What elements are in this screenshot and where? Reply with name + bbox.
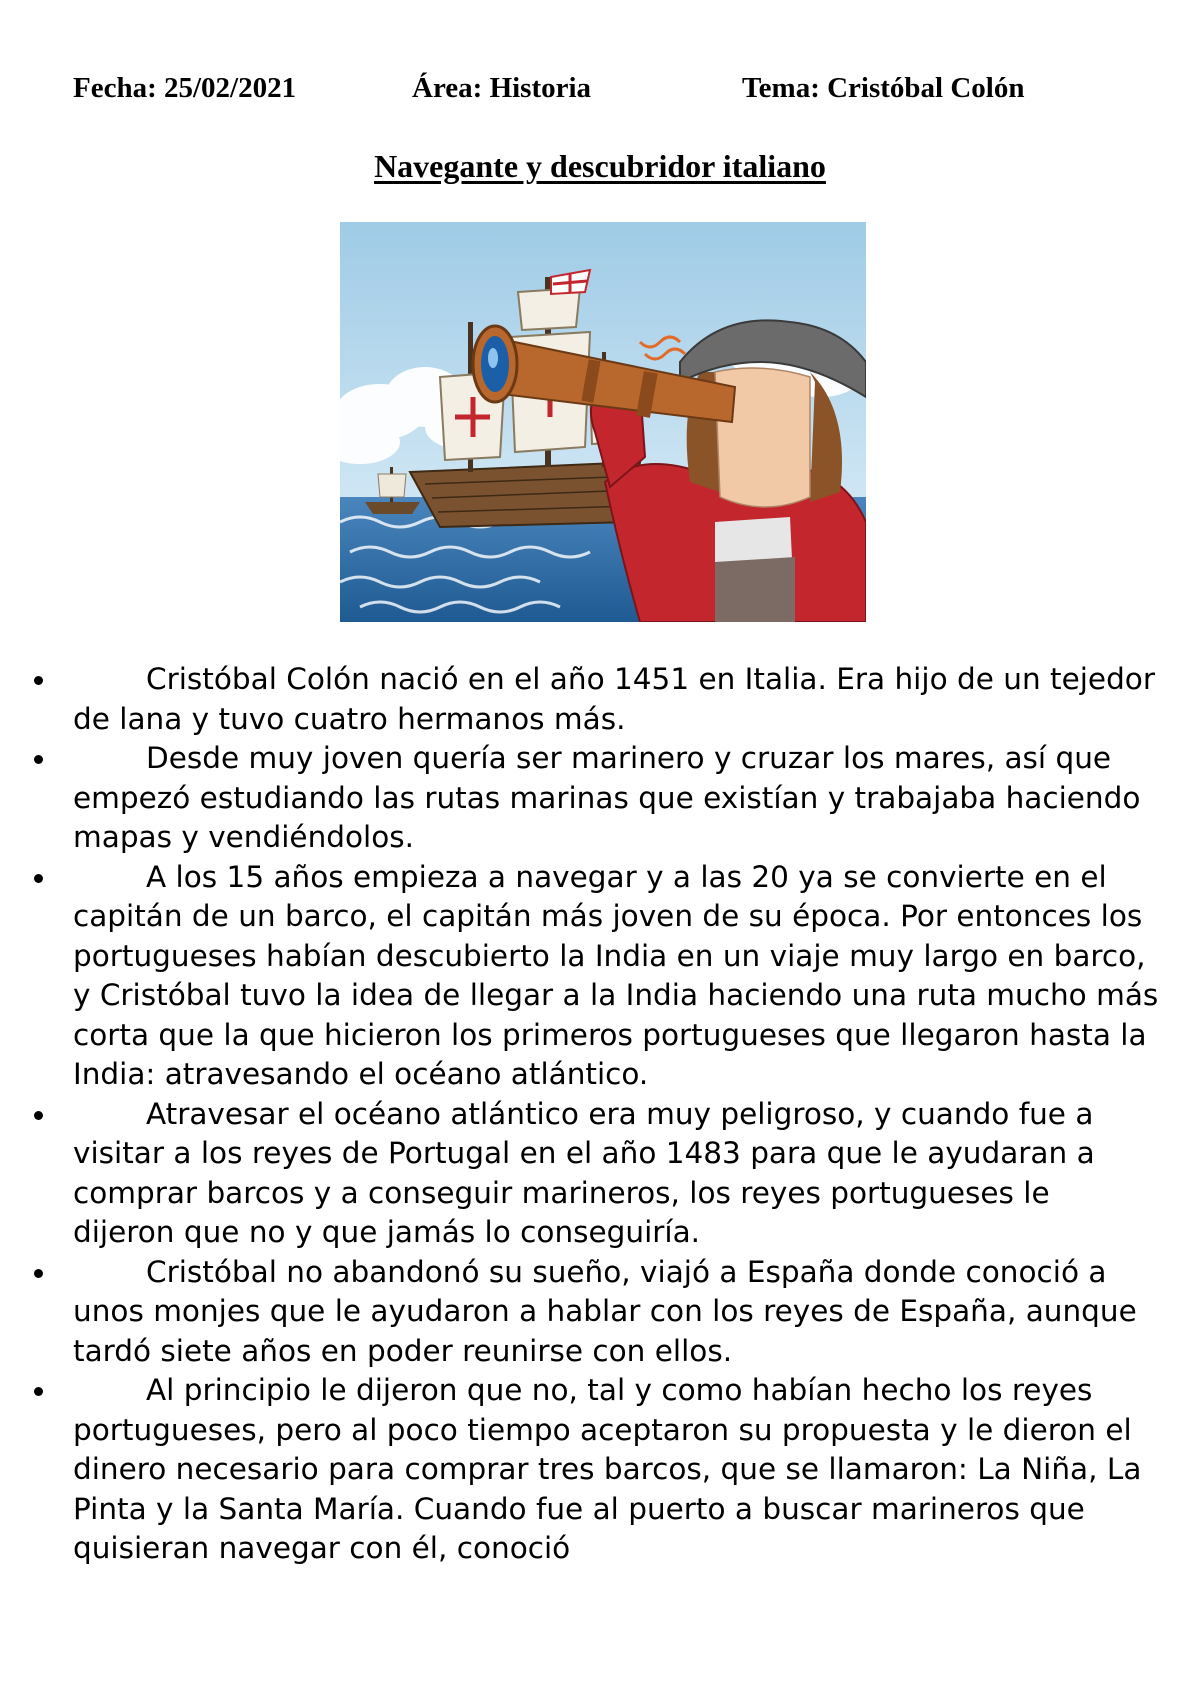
topic-label: Tema: Cristóbal Colón — [742, 72, 1025, 104]
list-item — [0, 739, 1200, 858]
subject-area-label: Área: Historia — [412, 72, 592, 104]
bullet-list — [0, 660, 1200, 1569]
list-item — [0, 1371, 1200, 1569]
list-item-text: Al principio le dijeron que no, tal y como habían hecho los reyes portugueses, pero al poco tiempo aceptaron su propuesta y le dieron el dinero necesario para comprar tres barcos, que se llamaron: La Niña, La Pinta y la Santa María. Cuando fue al puerto a buscar marineros que quisieran navegar con él, conoció — [73, 1373, 1142, 1565]
document-header — [0, 72, 1200, 112]
list-item-text: Cristóbal no abandonó su sueño, viajó a España donde conoció a unos monjes que le ayudaron a hablar con los reyes de España, aunque tardó siete años en poder reunirse con ellos. — [73, 1254, 1137, 1368]
bullet-dot-icon — [34, 755, 43, 764]
bullet-dot-icon — [34, 1111, 43, 1120]
list-item-text: Desde muy joven quería ser marinero y cruzar los mares, así que empezó estudiando las rutas marinas que existían y trabajaba haciendo mapas y vendiéndolos. — [73, 741, 1141, 854]
list-item — [0, 660, 1200, 739]
list-item — [0, 858, 1200, 1095]
document-title: Navegante y descubridor italiano — [374, 148, 826, 184]
columbus-illustration — [340, 222, 866, 622]
bullet-dot-icon — [34, 676, 43, 685]
list-item-text: Atravesar el océano atlántico era muy peligroso, y cuando fue a visitar a los reyes de Portugal en el año 1483 para que le ayudaran a comprar barcos y a conseguir marineros, los reyes portugueses le dijeron que no y que jamás lo conseguiría. — [73, 1096, 1095, 1249]
list-item-text: Cristóbal Colón nació en el año 1451 en Italia. Era hijo de un tejedor de lana y tuvo cuatro hermanos más. — [73, 662, 1155, 736]
bullet-dot-icon — [34, 1387, 43, 1396]
date-label: Fecha: 25/02/2021 — [73, 72, 297, 104]
list-item-text: A los 15 años empieza a navegar y a las 20 ya se convierte en el capitán de un barco, el capitán más joven de su época. Por entonces los portugueses habían descubierto la India en un viaje muy largo en barco, y Cristóbal tuvo la idea de llegar a la India haciendo una ruta mucho más corta que la que hicieron los primeros portugueses que llegaron hasta la India: atravesando el océano atlántico. — [73, 859, 1159, 1091]
bullet-dot-icon — [34, 1269, 43, 1278]
columbus-telescope-ship-illustration-icon — [340, 222, 866, 622]
list-item — [0, 1253, 1200, 1372]
bullet-dot-icon — [34, 874, 43, 883]
list-item — [0, 1095, 1200, 1253]
